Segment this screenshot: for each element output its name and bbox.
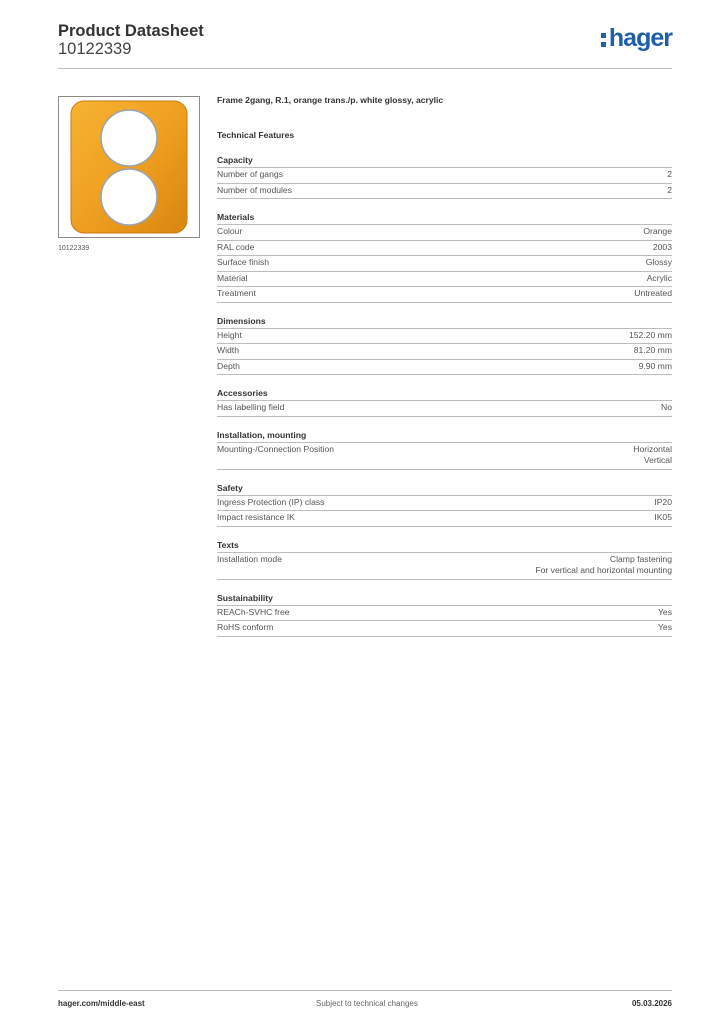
feature-label: Ingress Protection (IP) class <box>217 496 325 507</box>
feature-row <box>217 606 672 622</box>
feature-value <box>667 185 672 197</box>
feature-value <box>647 273 672 285</box>
feature-label: Impact resistance IK <box>217 512 295 522</box>
feature-value-line: Orange <box>643 226 672 236</box>
feature-row <box>217 443 672 470</box>
section-title: Materials <box>217 211 672 225</box>
feature-section <box>217 539 672 580</box>
frame-opening-bottom <box>101 169 157 225</box>
feature-value <box>667 169 672 181</box>
footer-website: hager.com/middle-east <box>58 999 145 1008</box>
feature-row <box>217 168 672 184</box>
section-title: Installation, mounting <box>217 429 672 443</box>
feature-value <box>658 607 672 619</box>
feature-value-line: Clamp fastening <box>609 553 672 564</box>
feature-value-line: 2 <box>667 184 672 195</box>
product-frame-image <box>70 100 188 234</box>
feature-row <box>217 287 672 303</box>
feature-value-line: Vertical <box>643 455 672 465</box>
feature-value <box>646 257 672 269</box>
logo-dots-icon <box>601 31 607 47</box>
feature-label: REACh-SVHC free <box>217 606 290 617</box>
feature-value <box>658 622 672 634</box>
feature-section <box>217 211 672 303</box>
feature-value-line: IK05 <box>654 512 672 522</box>
feature-label: RAL code <box>217 241 255 252</box>
page-title: Product Datasheet <box>58 22 204 40</box>
feature-label: Depth <box>217 360 240 371</box>
section-title: Safety <box>217 482 672 496</box>
feature-value-line: Acrylic <box>646 272 672 283</box>
datasheet-content <box>217 93 672 637</box>
feature-section <box>217 482 672 527</box>
feature-section <box>217 315 672 376</box>
feature-row <box>217 553 672 580</box>
section-title: Capacity <box>217 154 672 168</box>
feature-value-line: 2 <box>667 169 672 179</box>
feature-label: Has labelling field <box>217 402 285 412</box>
feature-value-line: Horizontal <box>633 443 672 454</box>
feature-value-line: IP20 <box>654 496 672 507</box>
section-title: Sustainability <box>217 592 672 606</box>
feature-value-line: Yes <box>657 606 672 617</box>
feature-section <box>217 154 672 199</box>
feature-row <box>217 360 672 376</box>
header-divider <box>58 68 672 69</box>
feature-row <box>217 225 672 241</box>
feature-value-line: No <box>661 402 672 412</box>
feature-value <box>634 345 672 357</box>
feature-value-line: 2003 <box>652 241 672 252</box>
footer-date: 05.03.2026 <box>631 999 672 1008</box>
feature-label: Number of gangs <box>217 169 283 179</box>
feature-value-line: Untreated <box>634 288 672 298</box>
feature-row <box>217 496 672 512</box>
feature-label: Treatment <box>217 288 256 298</box>
feature-row <box>217 621 672 637</box>
feature-row <box>217 401 672 417</box>
logo-text: hager <box>608 24 672 52</box>
feature-value <box>633 444 672 467</box>
feature-sections <box>217 154 672 637</box>
product-description: Frame 2gang, R.1, orange trans./p. white glossy, acrylic <box>217 95 444 105</box>
feature-row <box>217 241 672 257</box>
product-number: 10122339 <box>58 40 132 58</box>
feature-value <box>654 512 672 524</box>
footer-divider <box>58 990 672 991</box>
feature-row <box>217 272 672 288</box>
footer-notice: Subject to technical changes <box>316 999 418 1008</box>
feature-label: Colour <box>217 226 243 236</box>
feature-row <box>217 184 672 200</box>
image-caption: 10122339 <box>58 245 90 252</box>
frame-opening-top <box>101 110 157 166</box>
feature-value <box>535 554 672 577</box>
feature-label: Installation mode <box>217 553 282 564</box>
feature-value-line: Glossy <box>645 257 672 267</box>
feature-row <box>217 344 672 360</box>
feature-value-line: For vertical and horizontal mounting <box>535 565 672 575</box>
section-title: Accessories <box>217 387 672 401</box>
feature-value <box>629 330 672 342</box>
feature-value <box>653 242 672 254</box>
feature-label: Mounting-/Connection Position <box>217 443 335 454</box>
feature-value-line: 81.20 mm <box>633 345 672 355</box>
hager-logo <box>601 24 672 53</box>
feature-label: RoHS conform <box>217 622 274 632</box>
feature-label: Material <box>217 272 248 283</box>
feature-value-line: 152.20 mm <box>629 329 672 340</box>
feature-value <box>654 497 672 509</box>
feature-label: Width <box>217 345 239 355</box>
feature-section <box>217 592 672 637</box>
feature-value <box>639 361 672 373</box>
feature-row <box>217 256 672 272</box>
page-header <box>58 20 672 68</box>
feature-label: Surface finish <box>217 257 270 267</box>
feature-section <box>217 429 672 470</box>
feature-value <box>634 288 672 300</box>
feature-row <box>217 511 672 527</box>
feature-value-line: 9.90 mm <box>638 360 672 371</box>
section-title: Dimensions <box>217 315 672 329</box>
product-image-frame <box>58 96 200 238</box>
feature-section <box>217 387 672 417</box>
feature-value <box>661 402 672 414</box>
technical-features-heading: Technical Features <box>217 130 295 140</box>
feature-label: Number of modules <box>217 184 292 195</box>
feature-value-line: Yes <box>657 622 672 632</box>
feature-row <box>217 329 672 345</box>
feature-label: Height <box>217 329 242 340</box>
feature-value <box>643 226 672 238</box>
section-title: Texts <box>217 539 672 553</box>
